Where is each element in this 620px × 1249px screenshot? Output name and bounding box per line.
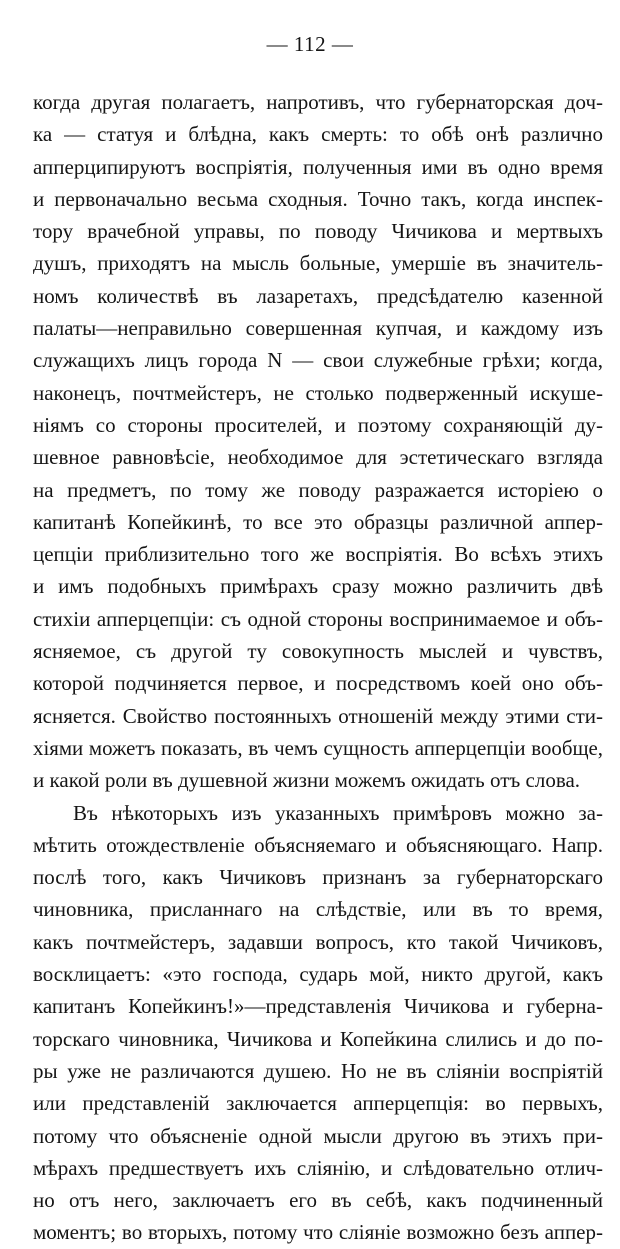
text-line: ясняется. Свойство постоянныхъ отношеній между этими сти- (33, 703, 603, 728)
text-line: палаты—неправильно совершенная купчая, и каждому изъ (33, 316, 603, 341)
text-line: восклицаетъ: «это господа, сударь мой, никто другой, какъ (33, 962, 603, 987)
text-line: послѣ того, какъ Чичиковъ признанъ за губернаторскаго (33, 865, 603, 890)
text-line: моментъ; во вторыхъ, потому что сліяніе возможно безъ аппер- (33, 1220, 603, 1245)
text-line: номъ количествѣ въ лазаретахъ, предсѣдателю казенной (33, 283, 603, 308)
text-line: потому что объясненіе одной мысли другою въ этихъ при- (33, 1123, 603, 1148)
text-line: тору врачебной управы, по поводу Чичикова и мертвыхъ (33, 219, 603, 244)
text-line: наконецъ, почтмейстеръ, не столько подверженный искуше- (33, 380, 603, 405)
text-line: торскаго чиновника, Чичикова и Копейкина слились и до по- (33, 1026, 603, 1051)
paragraph-end-line: и какой роли въ душевной жизни можемъ ожидать отъ слова. (33, 768, 581, 793)
text-line: ры уже не различаются душею. Но не въ сліяніи воспріятій (33, 1058, 603, 1083)
text-line: стихіи апперцепціи: съ одной стороны воспринимаемое и объ- (33, 606, 603, 631)
text-line: и имъ подобныхъ примѣрахъ сразу можно различить двѣ (33, 574, 603, 599)
text-line: душъ, приходятъ на мысль больные, умершіе въ значитель- (33, 251, 603, 276)
text-line: апперципируютъ воспріятія, полученныя ими въ одно время (33, 154, 603, 179)
text-line: хіями можетъ показать, въ чемъ сущность апперцепціи вообще, (33, 735, 603, 760)
text-line: цепціи приблизительно того же воспріятія. Во всѣхъ этихъ (33, 542, 603, 567)
text-line: ніямъ со стороны просителей, и поэтому сохраняющій ду- (33, 412, 603, 437)
text-line: на предметъ, по тому же поводу разражается исторіею о (33, 477, 603, 502)
text-line: когда другая полагаетъ, напротивъ, что губернаторская доч- (33, 90, 603, 114)
paragraph-start-line: Въ нѣкоторыхъ изъ указанныхъ примѣровъ можно за- (73, 800, 603, 825)
text-line: шевное равновѣсіе, необходимое для эстетическаго взгляда (33, 445, 603, 470)
text-line: ясняемое, съ другой ту совокупность мыслей и чувствъ, (33, 639, 603, 664)
text-line: какъ почтмейстеръ, задавши вопросъ, кто такой Чичиковъ, (33, 929, 603, 954)
text-line: мѣтить отождествленіе объясняемаго и объясняющаго. Напр. (33, 832, 603, 857)
text-line: служащихъ лицъ города N — свои служебные грѣхи; когда, (33, 348, 603, 373)
text-line: чиновника, присланнаго на слѣдствіе, или въ то время, (33, 897, 603, 922)
text-line: капитанѣ Копейкинѣ, то все это образцы различной аппер- (33, 509, 603, 534)
text-line: и первоначально весьма сходныя. Точно такъ, когда инспек- (33, 186, 603, 211)
text-line: или представленій заключается апперцепція: во первыхъ, (33, 1091, 603, 1116)
text-line: мѣрахъ предшествуетъ ихъ сліянію, и слѣдовательно отлич- (33, 1155, 603, 1180)
body-text (33, 86, 603, 1249)
text-line: капитанъ Копейкинъ!»—представленія Чичикова и губерна- (33, 994, 603, 1019)
text-line: которой подчиняется первое, и посредствомъ коей оно объ- (33, 671, 603, 696)
text-line: но отъ него, заключаетъ его въ себѣ, какъ подчиненный (33, 1188, 603, 1213)
page-number: — 112 — (266, 32, 354, 56)
text-line: ка — статуя и блѣдна, какъ смерть: то обѣ онѣ различно (33, 122, 603, 147)
